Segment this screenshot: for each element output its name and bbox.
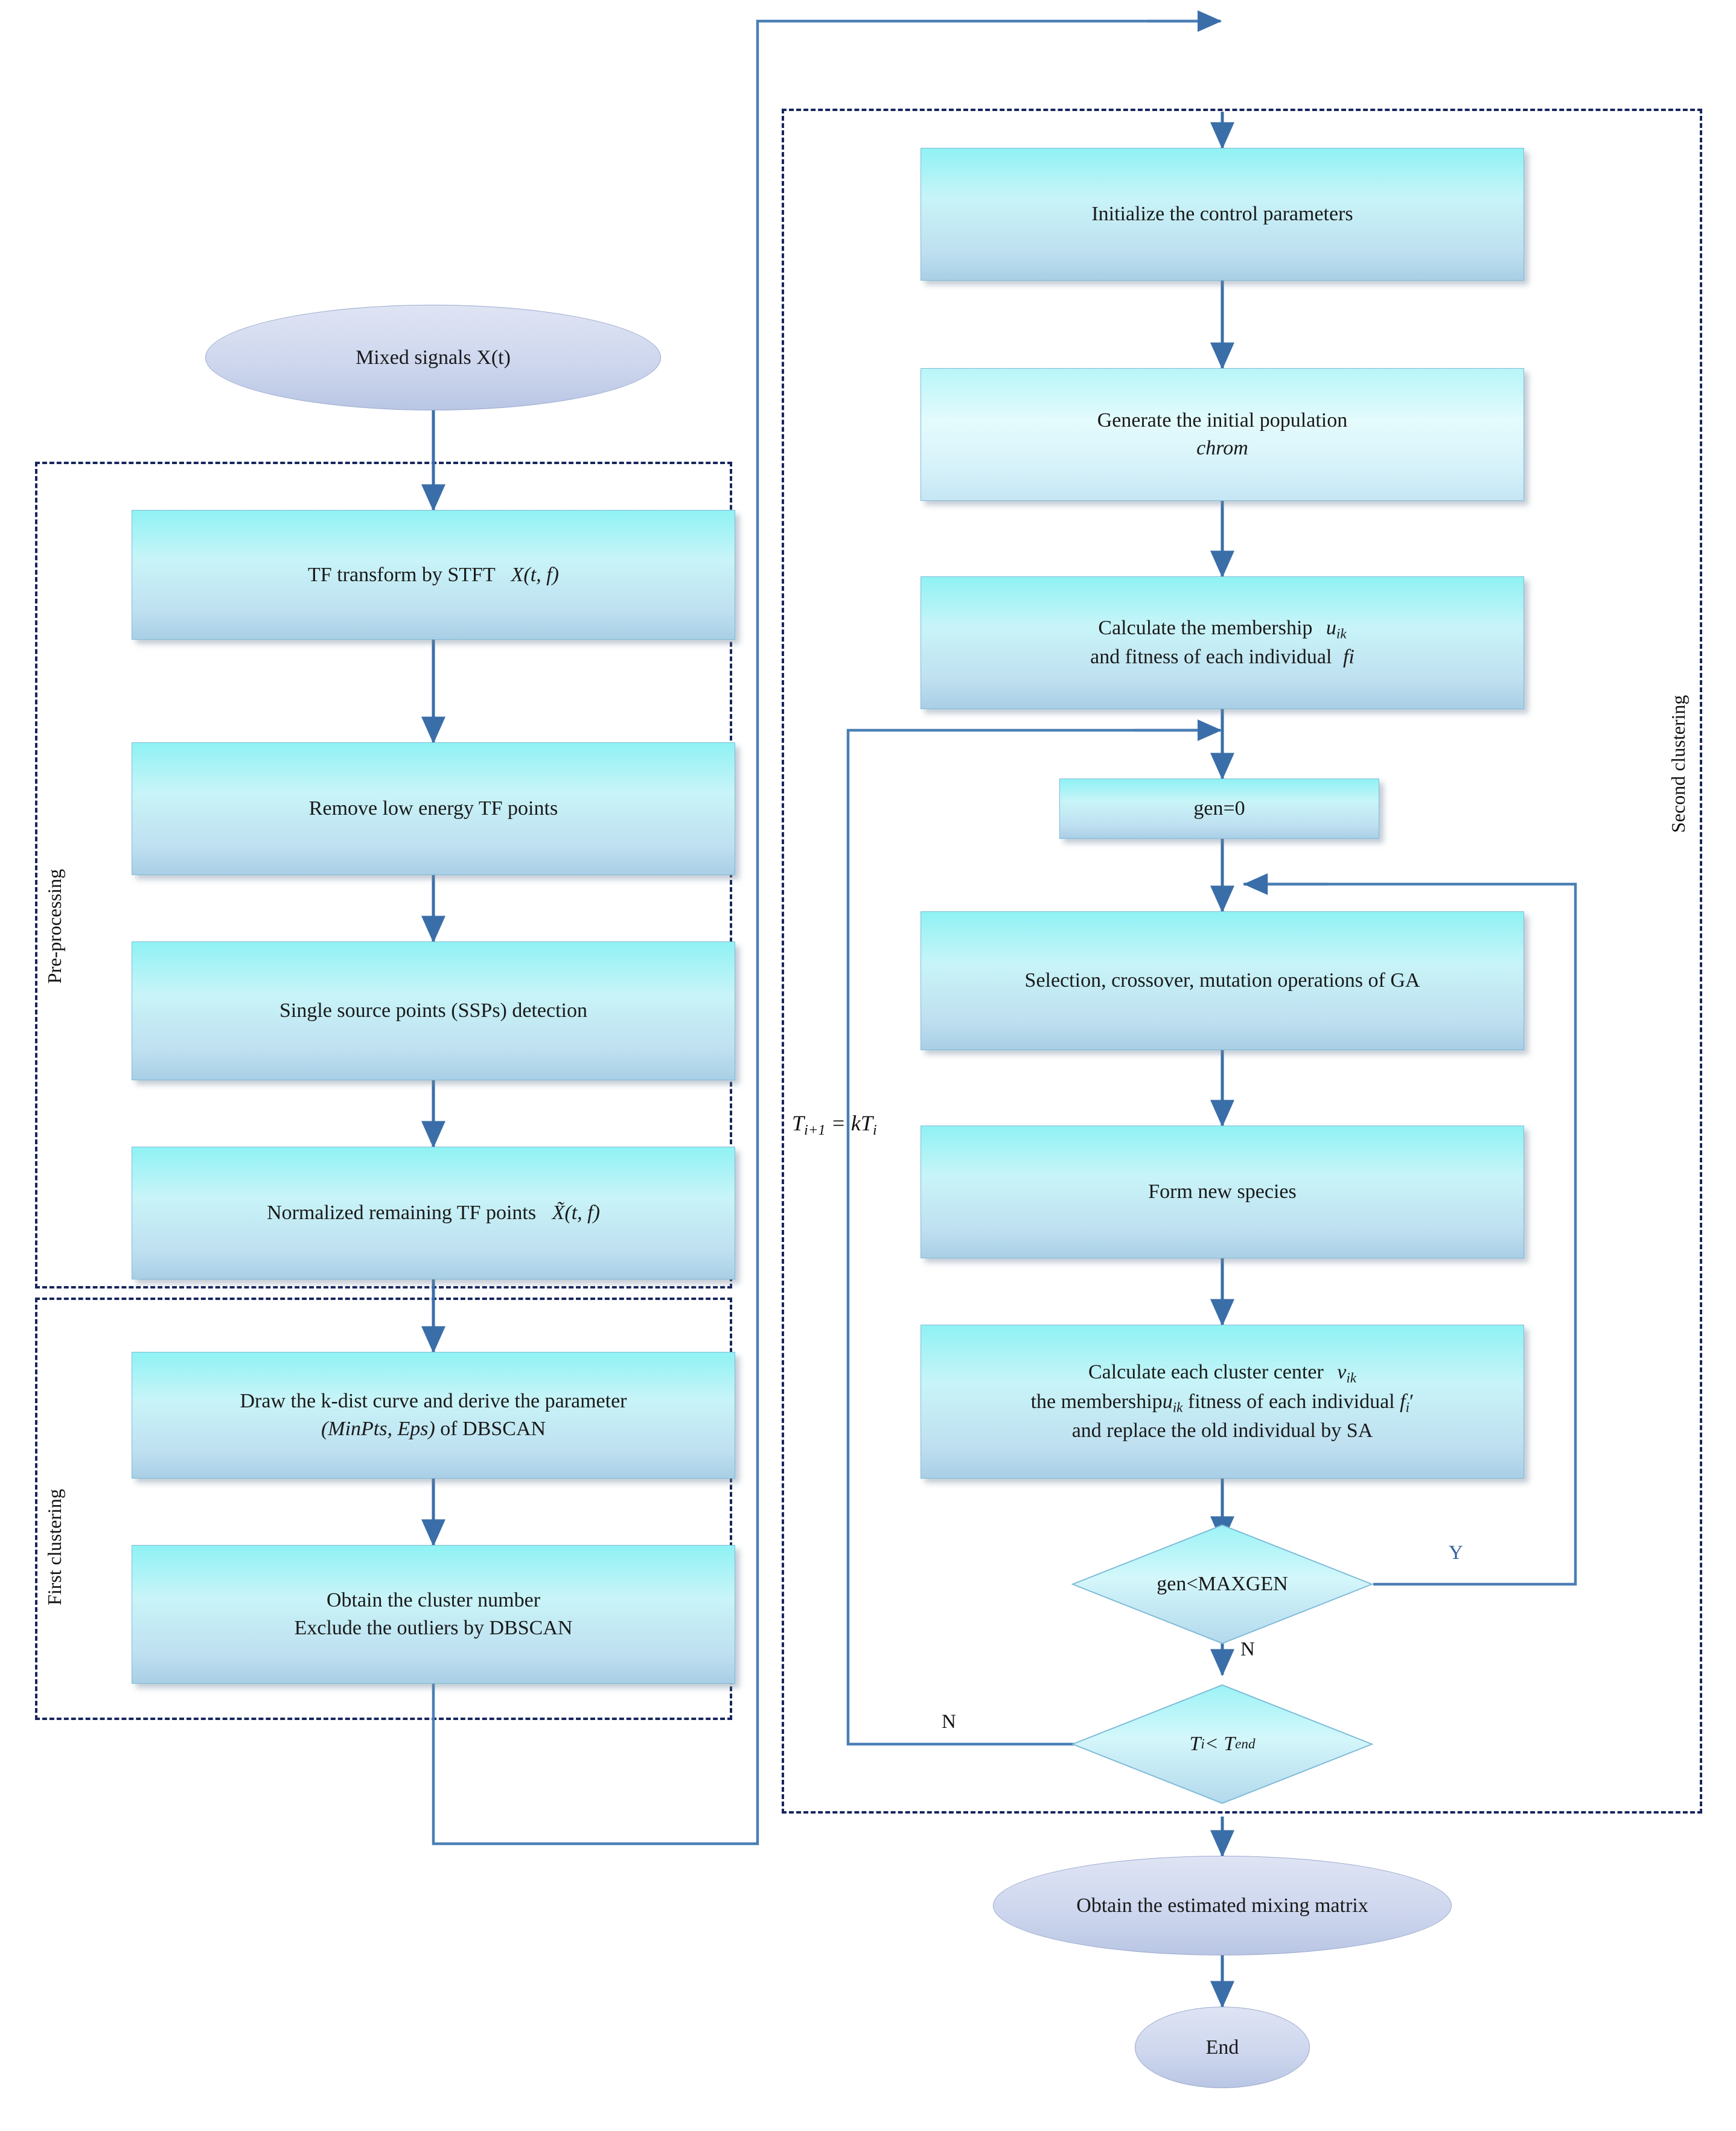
- node-normalize: [132, 1147, 735, 1279]
- node-init-params: [921, 148, 1524, 281]
- node-kdist-line2-tail: of DBSCAN: [435, 1418, 546, 1440]
- node-stft: [132, 510, 735, 640]
- node-obtain-mixing-matrix-label: Obtain the estimated mixing matrix: [1076, 1894, 1368, 1917]
- decision-gen-label: gen<MAXGEN: [1157, 1573, 1288, 1595]
- node-start: [205, 305, 661, 410]
- node-normalize-math: X̃(t, f): [552, 1202, 600, 1225]
- node-remove-low-energy: [132, 742, 735, 875]
- node-dbscan-lines: [295, 1587, 573, 1642]
- node-stft-label: TF transform by STFT X(t, f): [308, 563, 559, 586]
- edge-label-gen-yes: Y: [1449, 1542, 1463, 1564]
- node-end-label: End: [1205, 2036, 1239, 2059]
- group-label-pre-processing: Pre-processing: [43, 868, 65, 984]
- node-sa-replace: [921, 1325, 1524, 1479]
- node-generate-population: [921, 368, 1524, 501]
- node-decision-temperature: [1071, 1684, 1373, 1805]
- node-kdist-line1: Draw the k-dist curve and derive the parameter: [240, 1390, 627, 1413]
- edge-label-temp-no: N: [942, 1711, 956, 1733]
- node-form-new-species: [921, 1126, 1524, 1258]
- node-kdist-lines: [240, 1387, 627, 1443]
- node-sa-replace-lines: [1031, 1359, 1414, 1445]
- node-generate-population-lines: [1097, 407, 1347, 462]
- node-ssp-detection-label: Single source points (SSPs) detection: [279, 999, 587, 1022]
- node-dbscan: [132, 1545, 735, 1684]
- node-obtain-mixing-matrix: [993, 1856, 1452, 1955]
- membership-line1: Calculate the membership $u_{ik}$: [1098, 616, 1347, 642]
- node-init-params-label: Initialize the control parameters: [1091, 203, 1353, 226]
- node-remove-low-energy-label: Remove low energy TF points: [308, 797, 558, 820]
- decision-temperature-label: T i < T end: [1189, 1733, 1256, 1755]
- node-calculate-membership-fitness: [921, 576, 1524, 709]
- node-kdist-params: (MinPts, Eps): [321, 1418, 435, 1440]
- node-calculate-membership-fitness-lines: [1090, 614, 1355, 672]
- node-gen-zero: [1059, 779, 1379, 839]
- node-dbscan-line1: Obtain the cluster number: [326, 1589, 541, 1612]
- node-decision-gen: [1071, 1524, 1373, 1645]
- membership-line2: and fitness of each individual fi: [1090, 646, 1355, 669]
- edge-label-gen-no: N: [1240, 1639, 1255, 1660]
- node-form-new-species-label: Form new species: [1148, 1180, 1297, 1203]
- sa-line1: Calculate each cluster center $v_{ik}$: [1088, 1360, 1357, 1386]
- node-ssp-detection: [132, 941, 735, 1080]
- node-normalize-label: Normalized remaining TF points X̃(t, f): [267, 1202, 600, 1225]
- node-gen-zero-label: gen=0: [1193, 797, 1245, 820]
- sa-line3: and replace the old individual by SA: [1071, 1419, 1373, 1442]
- group-label-first-clustering: First clustering: [43, 1489, 65, 1605]
- node-kdist-line2: [240, 1415, 627, 1443]
- node-end: [1135, 2007, 1310, 2088]
- node-ga-operations: [921, 911, 1524, 1050]
- node-stft-math: X(t, f): [511, 563, 559, 586]
- edge-label-cooling-schedule: $T_{i+1} = kT_i$: [792, 1111, 877, 1138]
- node-generate-population-chrom: chrom: [1196, 437, 1248, 459]
- sa-line2: the membershipu$_{ik}$ fitness of each individual $f_i'$: [1030, 1390, 1414, 1416]
- node-start-label: Mixed signals X(t): [356, 346, 511, 369]
- group-label-second-clustering: Second clustering: [1667, 695, 1689, 833]
- node-dbscan-line2: Exclude the outliers by DBSCAN: [294, 1617, 573, 1639]
- node-generate-population-line1: Generate the initial population: [1097, 409, 1348, 432]
- node-kdist: [132, 1352, 735, 1479]
- node-ga-operations-label: Selection, crossover, mutation operations of GA: [1024, 969, 1420, 992]
